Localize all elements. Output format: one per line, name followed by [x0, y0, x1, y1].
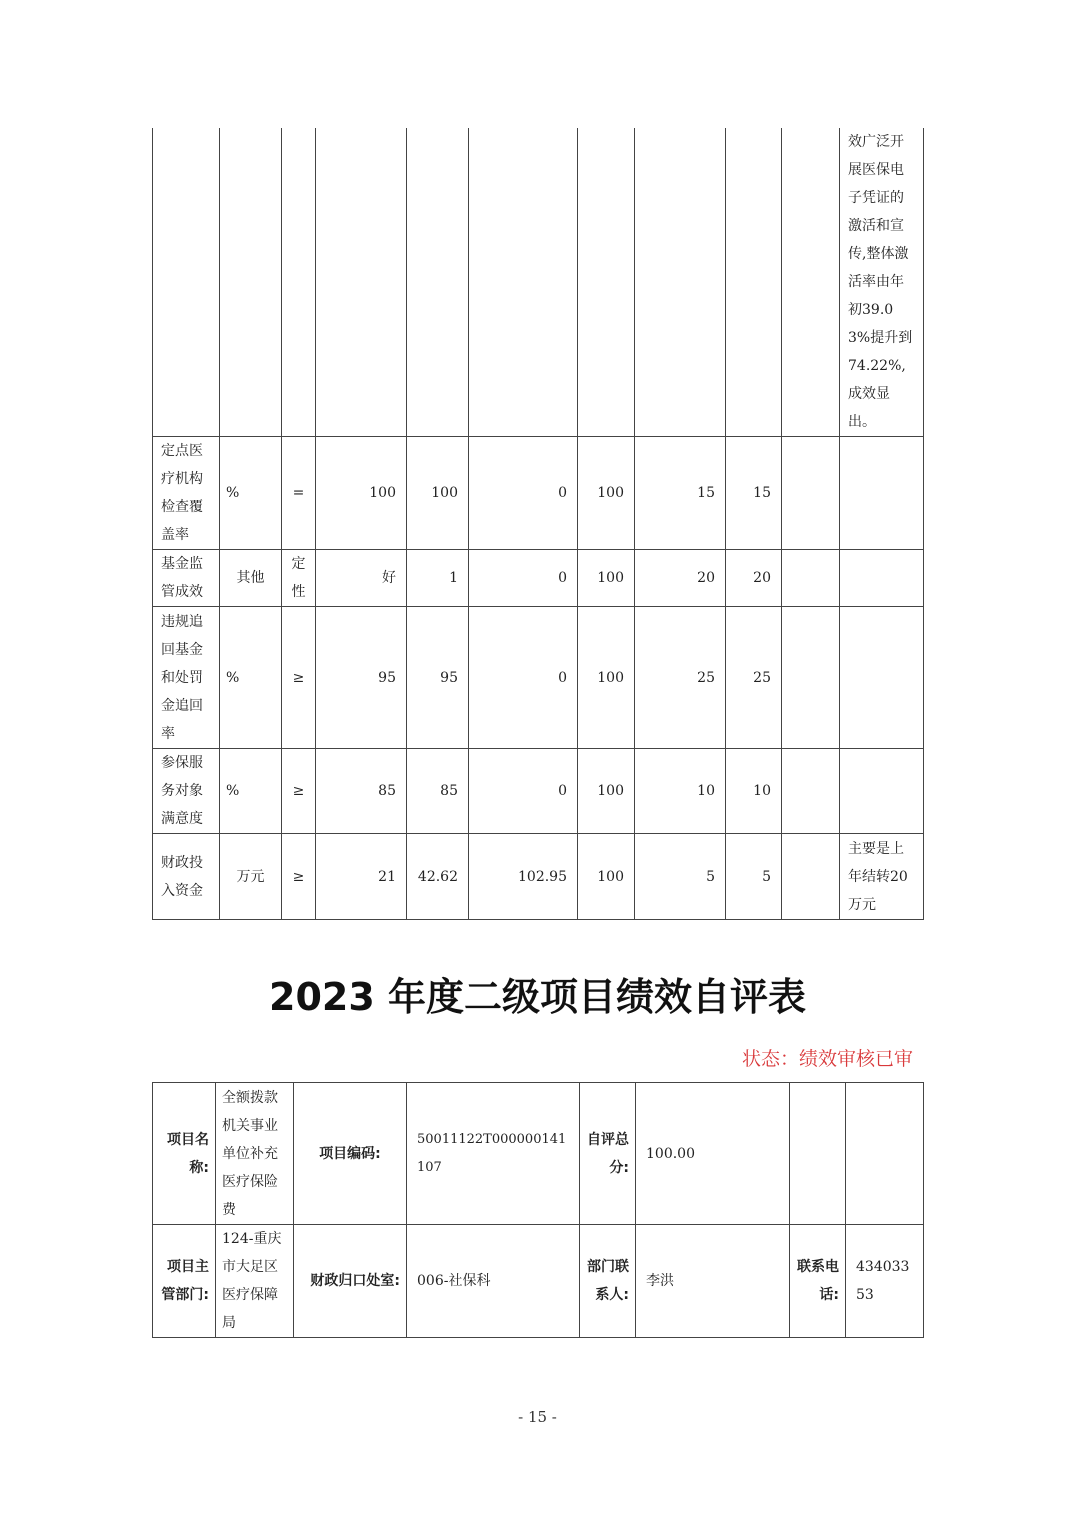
target-cell: 100	[316, 437, 407, 550]
note-cell: 主要是上年结转20万元	[840, 834, 924, 920]
table-row	[153, 550, 924, 607]
table-row	[153, 437, 924, 550]
phone-value: 43403353	[846, 1225, 924, 1338]
target-cell: 21	[316, 834, 407, 920]
actual-cell: 85	[407, 749, 469, 834]
project-code-label: 项目编码:	[294, 1083, 407, 1225]
reason-cell	[782, 437, 840, 550]
score-cell: 5	[726, 834, 782, 920]
unit-cell: %	[220, 437, 282, 550]
contact-value: 李洪	[636, 1225, 790, 1338]
self-score-value: 100.00	[636, 1083, 790, 1225]
finance-value: 006-社保科	[407, 1225, 580, 1338]
status-badge: 状态：绩效审核已审	[741, 1048, 913, 1070]
weight-cell: 25	[635, 607, 726, 749]
weight-cell: 5	[635, 834, 726, 920]
note-cell	[840, 749, 924, 834]
indicator-name: 基金监管成效	[153, 550, 220, 607]
table-row	[153, 607, 924, 749]
page-number: - 15 -	[518, 1408, 557, 1426]
score-cell: 15	[726, 437, 782, 550]
operator-cell: ≥	[282, 749, 316, 834]
indicator-table	[152, 128, 924, 920]
unit-cell: 其他	[220, 550, 282, 607]
project-code-value: 50011122T000000141107	[407, 1083, 580, 1225]
page-title: 2023 年度二级项目绩效自评表	[269, 975, 806, 1019]
note-cell	[840, 550, 924, 607]
actual-cell: 42.62	[407, 834, 469, 920]
actual-cell: 1	[407, 550, 469, 607]
operator-cell: =	[282, 437, 316, 550]
unit-cell: 万元	[220, 834, 282, 920]
target-cell: 85	[316, 749, 407, 834]
empty-cell	[846, 1083, 924, 1225]
rate-cell: 102.95	[469, 834, 578, 920]
finance-label: 财政归口处室:	[294, 1225, 407, 1338]
empty-cell	[790, 1083, 846, 1225]
project-name-value: 全额拨款机关事业单位补充医疗保险费	[216, 1083, 294, 1225]
pct-cell: 100	[578, 550, 635, 607]
score-cell: 10	[726, 749, 782, 834]
operator-cell: ≥	[282, 607, 316, 749]
rate-cell: 0	[469, 749, 578, 834]
indicator-name: 参保服务对象满意度	[153, 749, 220, 834]
reason-cell	[782, 749, 840, 834]
table-row	[153, 1225, 924, 1338]
operator-cell: ≥	[282, 834, 316, 920]
table-row	[153, 834, 924, 920]
note-cell	[840, 607, 924, 749]
pct-cell: 100	[578, 749, 635, 834]
unit-cell: %	[220, 607, 282, 749]
table-row	[153, 1083, 924, 1225]
indicator-name: 定点医疗机构检查覆盖率	[153, 437, 220, 550]
pct-cell: 100	[578, 834, 635, 920]
project-name-label: 项目名称:	[153, 1083, 216, 1225]
operator-cell: 定性	[282, 550, 316, 607]
indicator-name: 违规追回基金和处罚金追回率	[153, 607, 220, 749]
self-score-label: 自评总分:	[580, 1083, 636, 1225]
phone-label: 联系电话:	[790, 1225, 846, 1338]
table-row	[153, 749, 924, 834]
actual-cell: 100	[407, 437, 469, 550]
score-cell: 25	[726, 607, 782, 749]
project-info-table	[152, 1082, 924, 1338]
actual-cell: 95	[407, 607, 469, 749]
reason-cell	[782, 607, 840, 749]
dept-label: 项目主管部门:	[153, 1225, 216, 1338]
indicator-name: 财政投入资金	[153, 834, 220, 920]
weight-cell: 10	[635, 749, 726, 834]
pct-cell: 100	[578, 437, 635, 550]
unit-cell: %	[220, 749, 282, 834]
reason-cell	[782, 550, 840, 607]
note-cell	[840, 437, 924, 550]
weight-cell: 20	[635, 550, 726, 607]
target-cell: 95	[316, 607, 407, 749]
reason-cell	[782, 834, 840, 920]
rate-cell: 0	[469, 607, 578, 749]
continuation-row	[153, 128, 924, 437]
score-cell: 20	[726, 550, 782, 607]
contact-label: 部门联系人:	[580, 1225, 636, 1338]
target-cell: 好	[316, 550, 407, 607]
dept-value: 124-重庆市大足区医疗保障局	[216, 1225, 294, 1338]
continuation-note: 效广泛开展医保电子凭证的激活和宣传,整体激活率由年初39.03%提升到74.22%,成效显出。	[840, 128, 924, 437]
rate-cell: 0	[469, 437, 578, 550]
weight-cell: 15	[635, 437, 726, 550]
pct-cell: 100	[578, 607, 635, 749]
rate-cell: 0	[469, 550, 578, 607]
